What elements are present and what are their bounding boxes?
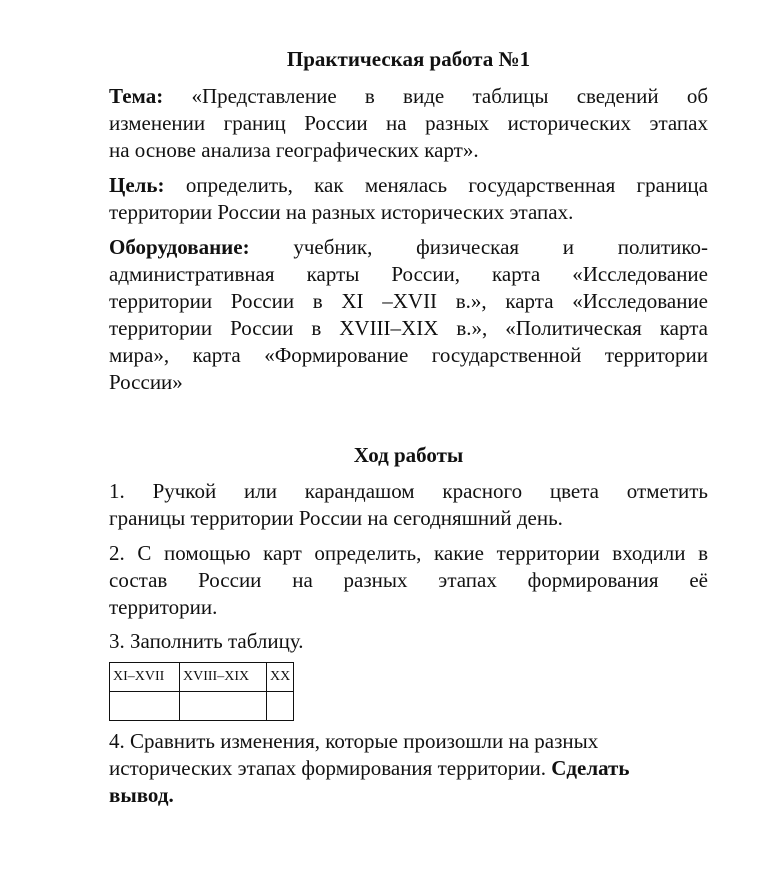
table-cell [110,692,180,721]
goal-line-1 [109,172,708,199]
equipment-line-5: мира», карта «Формирование государственной территории [109,343,708,367]
step-4-text-2: исторических этапах формирования территории. [109,756,546,780]
step-2-line-1: 2. С помощью карт определить, какие территории входили в [109,541,708,565]
table-header-cell: XI–XVII [110,663,180,692]
goal-text-1: определить, как менялась государственная граница [185,173,708,197]
step-4-line-1: 4. Сравнить изменения, которые произошли на разных [109,729,599,753]
equipment-line-4: территории России в XVIII–XIX в.», «Политическая карта [109,316,708,340]
step-2 [109,540,708,621]
table-cell [180,692,267,721]
step-1-line-1: 1. Ручкой или карандашом красного цвета отметить [109,479,708,503]
goal-line-2: территории России на разных исторических этапах. [109,200,574,224]
step-3-line-1: 3. Заполнить таблицу. [109,629,304,653]
goal-paragraph [109,172,708,226]
topic-line-2: изменении границ России на разных исторических этапах [109,111,708,135]
table-cell [267,692,294,721]
step-1 [109,478,708,532]
topic-paragraph [109,83,708,164]
table-header-cell: XX [267,663,294,692]
equipment-line-2: административная карты России, карта «Исследование [109,262,708,286]
step-4-line-3: вывод. [109,783,174,807]
equipment-line-1 [109,234,708,261]
procedure-heading: Ход работы [353,443,464,467]
equipment-paragraph [109,234,708,396]
topic-line-3: на основе анализа географических карт». [109,138,479,162]
step-3 [109,628,708,655]
step-4-line-2 [109,755,708,782]
step-4 [109,728,708,809]
topic-label: Тема: [109,84,164,108]
periods-table [109,662,294,721]
step-4-bold-1: Сделать [551,756,630,780]
step-2-line-3: территории. [109,595,218,619]
step-1-line-2: границы территории России на сегодняшний день. [109,506,563,530]
step-2-line-2: состав России на разных этапах формирования её [109,568,708,592]
topic-line-1 [109,83,708,110]
equipment-label: Оборудование: [109,235,250,259]
equipment-text-1: учебник, физическая и политико- [293,235,708,259]
table-header-row [110,663,294,692]
equipment-line-3: территории России в XI –XVII в.», карта «Исследование [109,289,708,313]
equipment-line-6: России» [109,370,183,394]
goal-label: Цель: [109,173,165,197]
page-title: Практическая работа №1 [286,47,531,71]
table-header-cell: XVIII–XIX [180,663,267,692]
topic-text-1: «Представление в виде таблицы сведений об [191,84,708,108]
table-row [110,692,294,721]
